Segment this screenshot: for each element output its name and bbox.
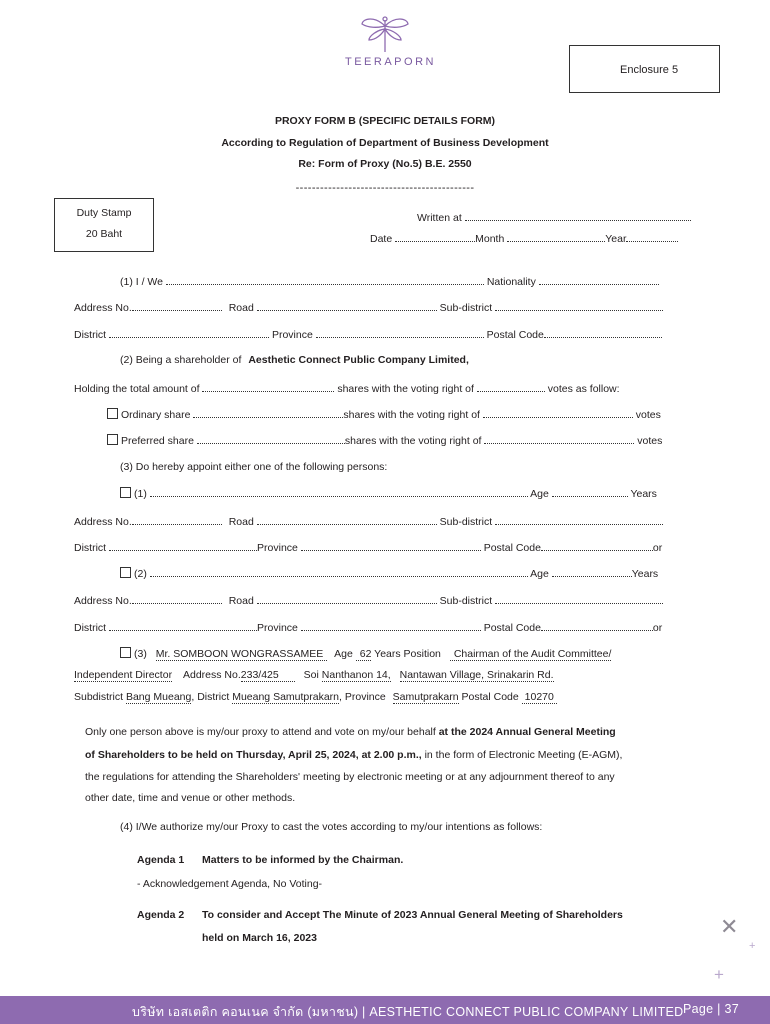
company-name: Aesthetic Connect Public Company Limited, <box>248 354 469 366</box>
proxy-3-address-line <box>74 669 554 681</box>
proxy-2-province-field[interactable] <box>301 621 481 631</box>
i-we-line <box>120 275 659 288</box>
postal-code-field[interactable] <box>544 328 662 338</box>
votes-as-follow-label: votes as follow: <box>547 383 620 395</box>
sub-district-label: Sub-district <box>439 302 493 314</box>
ordinary-share-line <box>107 408 661 421</box>
year-field[interactable] <box>626 232 678 242</box>
sub-district-field[interactable] <box>495 301 663 311</box>
preferred-votes-label: votes <box>637 435 663 447</box>
proxy-2-address-line <box>74 594 663 607</box>
month-field[interactable] <box>507 232 605 242</box>
appoint-heading: (3) Do hereby appoint either one of the following persons: <box>120 461 388 473</box>
form-subtitle-2: Re: Form of Proxy (No.5) B.E. 2550 <box>298 158 472 170</box>
year-label: Year <box>605 233 627 245</box>
road-field[interactable] <box>257 301 437 311</box>
duty-stamp-label: Duty Stamp <box>76 207 132 219</box>
proxy-1-age-label: Age <box>530 488 549 500</box>
preferred-share-checkbox[interactable] <box>107 434 118 445</box>
holding-label: Holding the total amount of <box>74 383 200 395</box>
ordinary-share-checkbox[interactable] <box>107 408 118 419</box>
postal-code-label: Postal Code <box>486 329 544 341</box>
province-field[interactable] <box>316 328 484 338</box>
proxy-1-or-label: or <box>652 542 663 554</box>
proxy-3-line <box>120 647 611 660</box>
name-field[interactable] <box>166 275 484 285</box>
proxy-1-address-line <box>74 515 663 528</box>
date-line <box>370 232 678 245</box>
proxy-3-district-line: Subdistrict Bang Mueang, District Mueang Samutprakarn, Province Samutprakarn Postal Code 10270 <box>74 691 557 703</box>
proxy-3-address: 233/425 <box>241 669 295 682</box>
proxy-3-subdistrict: Bang Mueang <box>125 691 192 703</box>
proxy-1-district-line <box>74 541 662 554</box>
preferred-share-line <box>107 434 662 447</box>
proxy-1-province-field[interactable] <box>301 541 481 551</box>
proxy-1-address-no-field[interactable] <box>132 515 222 525</box>
proxy-3-position-cont: Independent Director <box>74 669 173 681</box>
road-label: Road <box>228 302 254 314</box>
proxy-1-address-no-label: Address No. <box>74 516 132 528</box>
written-at-label: Written at <box>417 212 462 224</box>
para-text-1a: Only one person above is my/our proxy to attend and vote on my/our behalf <box>85 726 436 738</box>
proxy-3-position-label: Years Position <box>374 648 441 660</box>
proxy-3-age: 62 <box>356 648 372 661</box>
proxy-2-sub-district-field[interactable] <box>495 594 663 604</box>
total-votes-field[interactable] <box>477 382 545 392</box>
proxy-2-road-field[interactable] <box>257 594 437 604</box>
proxy-3-name: Mr. SOMBOON WONGRASSAMEE <box>156 648 327 661</box>
logo-text: TEERAPORN <box>345 56 436 68</box>
proxy-2-number: (2) <box>134 568 147 580</box>
written-at-line <box>417 211 691 224</box>
proxy-1-postal-code-label: Postal Code <box>483 542 541 554</box>
proxy-3-province-label: Province <box>344 691 386 703</box>
ordinary-votes-field[interactable] <box>483 408 633 418</box>
address-no-field[interactable] <box>132 301 222 311</box>
proxy-2-district-line <box>74 621 662 634</box>
proxy-2-years-label: Years <box>631 568 659 580</box>
proxy-3-checkbox[interactable] <box>120 647 131 658</box>
ordinary-voting-right-label: shares with the voting right of <box>343 409 480 421</box>
proxy-1-line <box>120 487 657 500</box>
footer-bar <box>0 996 770 1024</box>
proxy-2-district-label: District <box>74 622 107 634</box>
proxy-3-position: Chairman of the Audit Committee/ <box>450 648 612 661</box>
preferred-voting-right-label: shares with the voting right of <box>344 435 482 447</box>
proxy-2-line <box>120 567 658 580</box>
proxy-2-age-field[interactable] <box>552 567 632 577</box>
shareholder-line <box>120 354 469 366</box>
enclosure-label: Enclosure 5 <box>620 64 679 76</box>
footer-page-number: Page | 37 <box>683 1002 739 1016</box>
para-text-2a: of Shareholders to be held on Thursday, April 25, 2024, at 2.00 p.m., <box>85 749 422 761</box>
province-label: Province <box>271 329 313 341</box>
i-we-label: (1) I / We <box>120 276 163 288</box>
proxy-2-postal-code-field[interactable] <box>541 621 653 631</box>
duty-stamp-amount: 20 Baht <box>85 228 123 240</box>
district-label: District <box>74 329 107 341</box>
ordinary-share-label: Ordinary share <box>121 409 191 421</box>
proxy-1-sub-district-label: Sub-district <box>439 516 493 528</box>
agenda-2-title-cont: held on March 16, 2023 <box>202 932 317 944</box>
proxy-1-number: (1) <box>134 488 147 500</box>
title-separator: -------------------------------------------- <box>295 182 475 194</box>
proxy-1-province-label: Province <box>257 542 298 554</box>
proxy-3-postal: 10270 <box>522 691 557 704</box>
agenda-2-title: To consider and Accept The Minute of 2023 Annual General Meeting of Shareholders <box>202 909 623 921</box>
proxy-3-age-label: Age <box>334 648 353 660</box>
para-text-1b: at the 2024 Annual General Meeting <box>438 726 616 738</box>
proxy-paragraph-line-1 <box>85 726 616 738</box>
proxy-3-address-label: Address No. <box>183 669 241 681</box>
district-line-1 <box>74 328 662 341</box>
proxy-2-sub-district-label: Sub-district <box>439 595 493 607</box>
preferred-share-label: Preferred share <box>121 435 194 447</box>
sparkle-plus-icon: + <box>714 965 724 984</box>
agenda-1-note: - Acknowledgement Agenda, No Voting- <box>137 878 323 890</box>
address-line-1 <box>74 301 663 314</box>
dragonfly-logo-icon <box>360 14 410 54</box>
proxy-1-years-label: Years <box>630 488 657 500</box>
preferred-votes-field[interactable] <box>484 434 634 444</box>
proxy-2-district-field[interactable] <box>109 621 257 631</box>
form-title: PROXY FORM B (SPECIFIC DETAILS FORM) <box>274 115 496 127</box>
district-field[interactable] <box>109 328 269 338</box>
proxy-3-soi: Nanthanon 14, <box>321 669 391 681</box>
shareholder-label: (2) Being a shareholder of <box>120 354 242 366</box>
proxy-paragraph-line-2 <box>85 749 622 761</box>
holding-line <box>74 382 620 395</box>
proxy-1-road-field[interactable] <box>257 515 437 525</box>
address-no-label: Address No. <box>74 302 132 314</box>
proxy-3-number: (3) <box>134 648 147 660</box>
proxy-paragraph-line-3: the regulations for attending the Shareholders' meeting by electronic meeting or at any adjournment thereof to any <box>85 771 615 783</box>
voting-right-label: shares with the voting right of <box>337 383 474 395</box>
proxy-2-address-no-label: Address No. <box>74 595 132 607</box>
para-text-2b: in the form of Electronic Meeting (E-AGM), <box>424 749 623 761</box>
proxy-1-sub-district-field[interactable] <box>495 515 663 525</box>
proxy-3-soi-label: Soi <box>303 669 319 681</box>
proxy-3-district: Mueang Samutprakarn <box>232 691 340 703</box>
month-label: Month <box>475 233 505 245</box>
proxy-2-address-no-field[interactable] <box>132 594 222 604</box>
preferred-shares-field[interactable] <box>197 434 345 444</box>
proxy-1-age-field[interactable] <box>552 487 628 497</box>
proxy-2-name-field[interactable] <box>150 567 528 577</box>
proxy-3-subdistrict-label: Subdistrict <box>74 691 124 703</box>
proxy-2-province-label: Province <box>257 622 298 634</box>
proxy-2-postal-code-label: Postal Code <box>483 622 541 634</box>
nationality-field[interactable] <box>539 275 659 285</box>
proxy-3-postal-label: Postal Code <box>461 691 519 703</box>
proxy-paragraph-line-4: other date, time and venue or other methods. <box>85 792 296 804</box>
agenda-2-number: Agenda 2 <box>137 909 185 921</box>
footer-company: บริษัท เอสเตติก คอนเนค จำกัด (มหาชน) | AESTHETIC CONNECT PUBLIC COMPANY LIMITED <box>132 1005 684 1019</box>
ordinary-shares-field[interactable] <box>193 408 343 418</box>
proxy-1-postal-code-field[interactable] <box>541 541 653 551</box>
date-label: Date <box>370 233 393 245</box>
proxy-1-checkbox[interactable] <box>120 487 131 498</box>
date-field[interactable] <box>395 232 475 242</box>
written-at-field[interactable] <box>465 211 691 221</box>
proxy-3-district-label: District <box>197 691 230 703</box>
proxy-2-or-label: or <box>652 622 663 634</box>
form-subtitle-1: According to Regulation of Department of Business Development <box>221 137 549 149</box>
ordinary-votes-label: votes <box>635 409 661 421</box>
total-shares-field[interactable] <box>202 382 334 392</box>
proxy-1-district-field[interactable] <box>109 541 257 551</box>
authorize-heading: (4) I/We authorize my/our Proxy to cast the votes according to my/our intentions as follows: <box>120 821 543 833</box>
proxy-1-district-label: District <box>74 542 107 554</box>
sparkle-small-icon: + <box>749 940 756 952</box>
proxy-2-checkbox[interactable] <box>120 567 131 578</box>
agenda-1-title: Matters to be informed by the Chairman. <box>202 854 404 866</box>
nationality-label: Nationality <box>486 276 536 288</box>
proxy-3-province: Samutprakarn <box>392 691 459 703</box>
proxy-1-road-label: Road <box>228 516 254 528</box>
agenda-1-number: Agenda 1 <box>137 854 185 866</box>
sparkle-icon: ✕ <box>720 914 739 939</box>
proxy-1-name-field[interactable] <box>150 487 528 497</box>
proxy-2-age-label: Age <box>530 568 549 580</box>
proxy-3-village: Nantawan Village, Srinakarin Rd. <box>399 669 554 681</box>
proxy-2-road-label: Road <box>228 595 254 607</box>
